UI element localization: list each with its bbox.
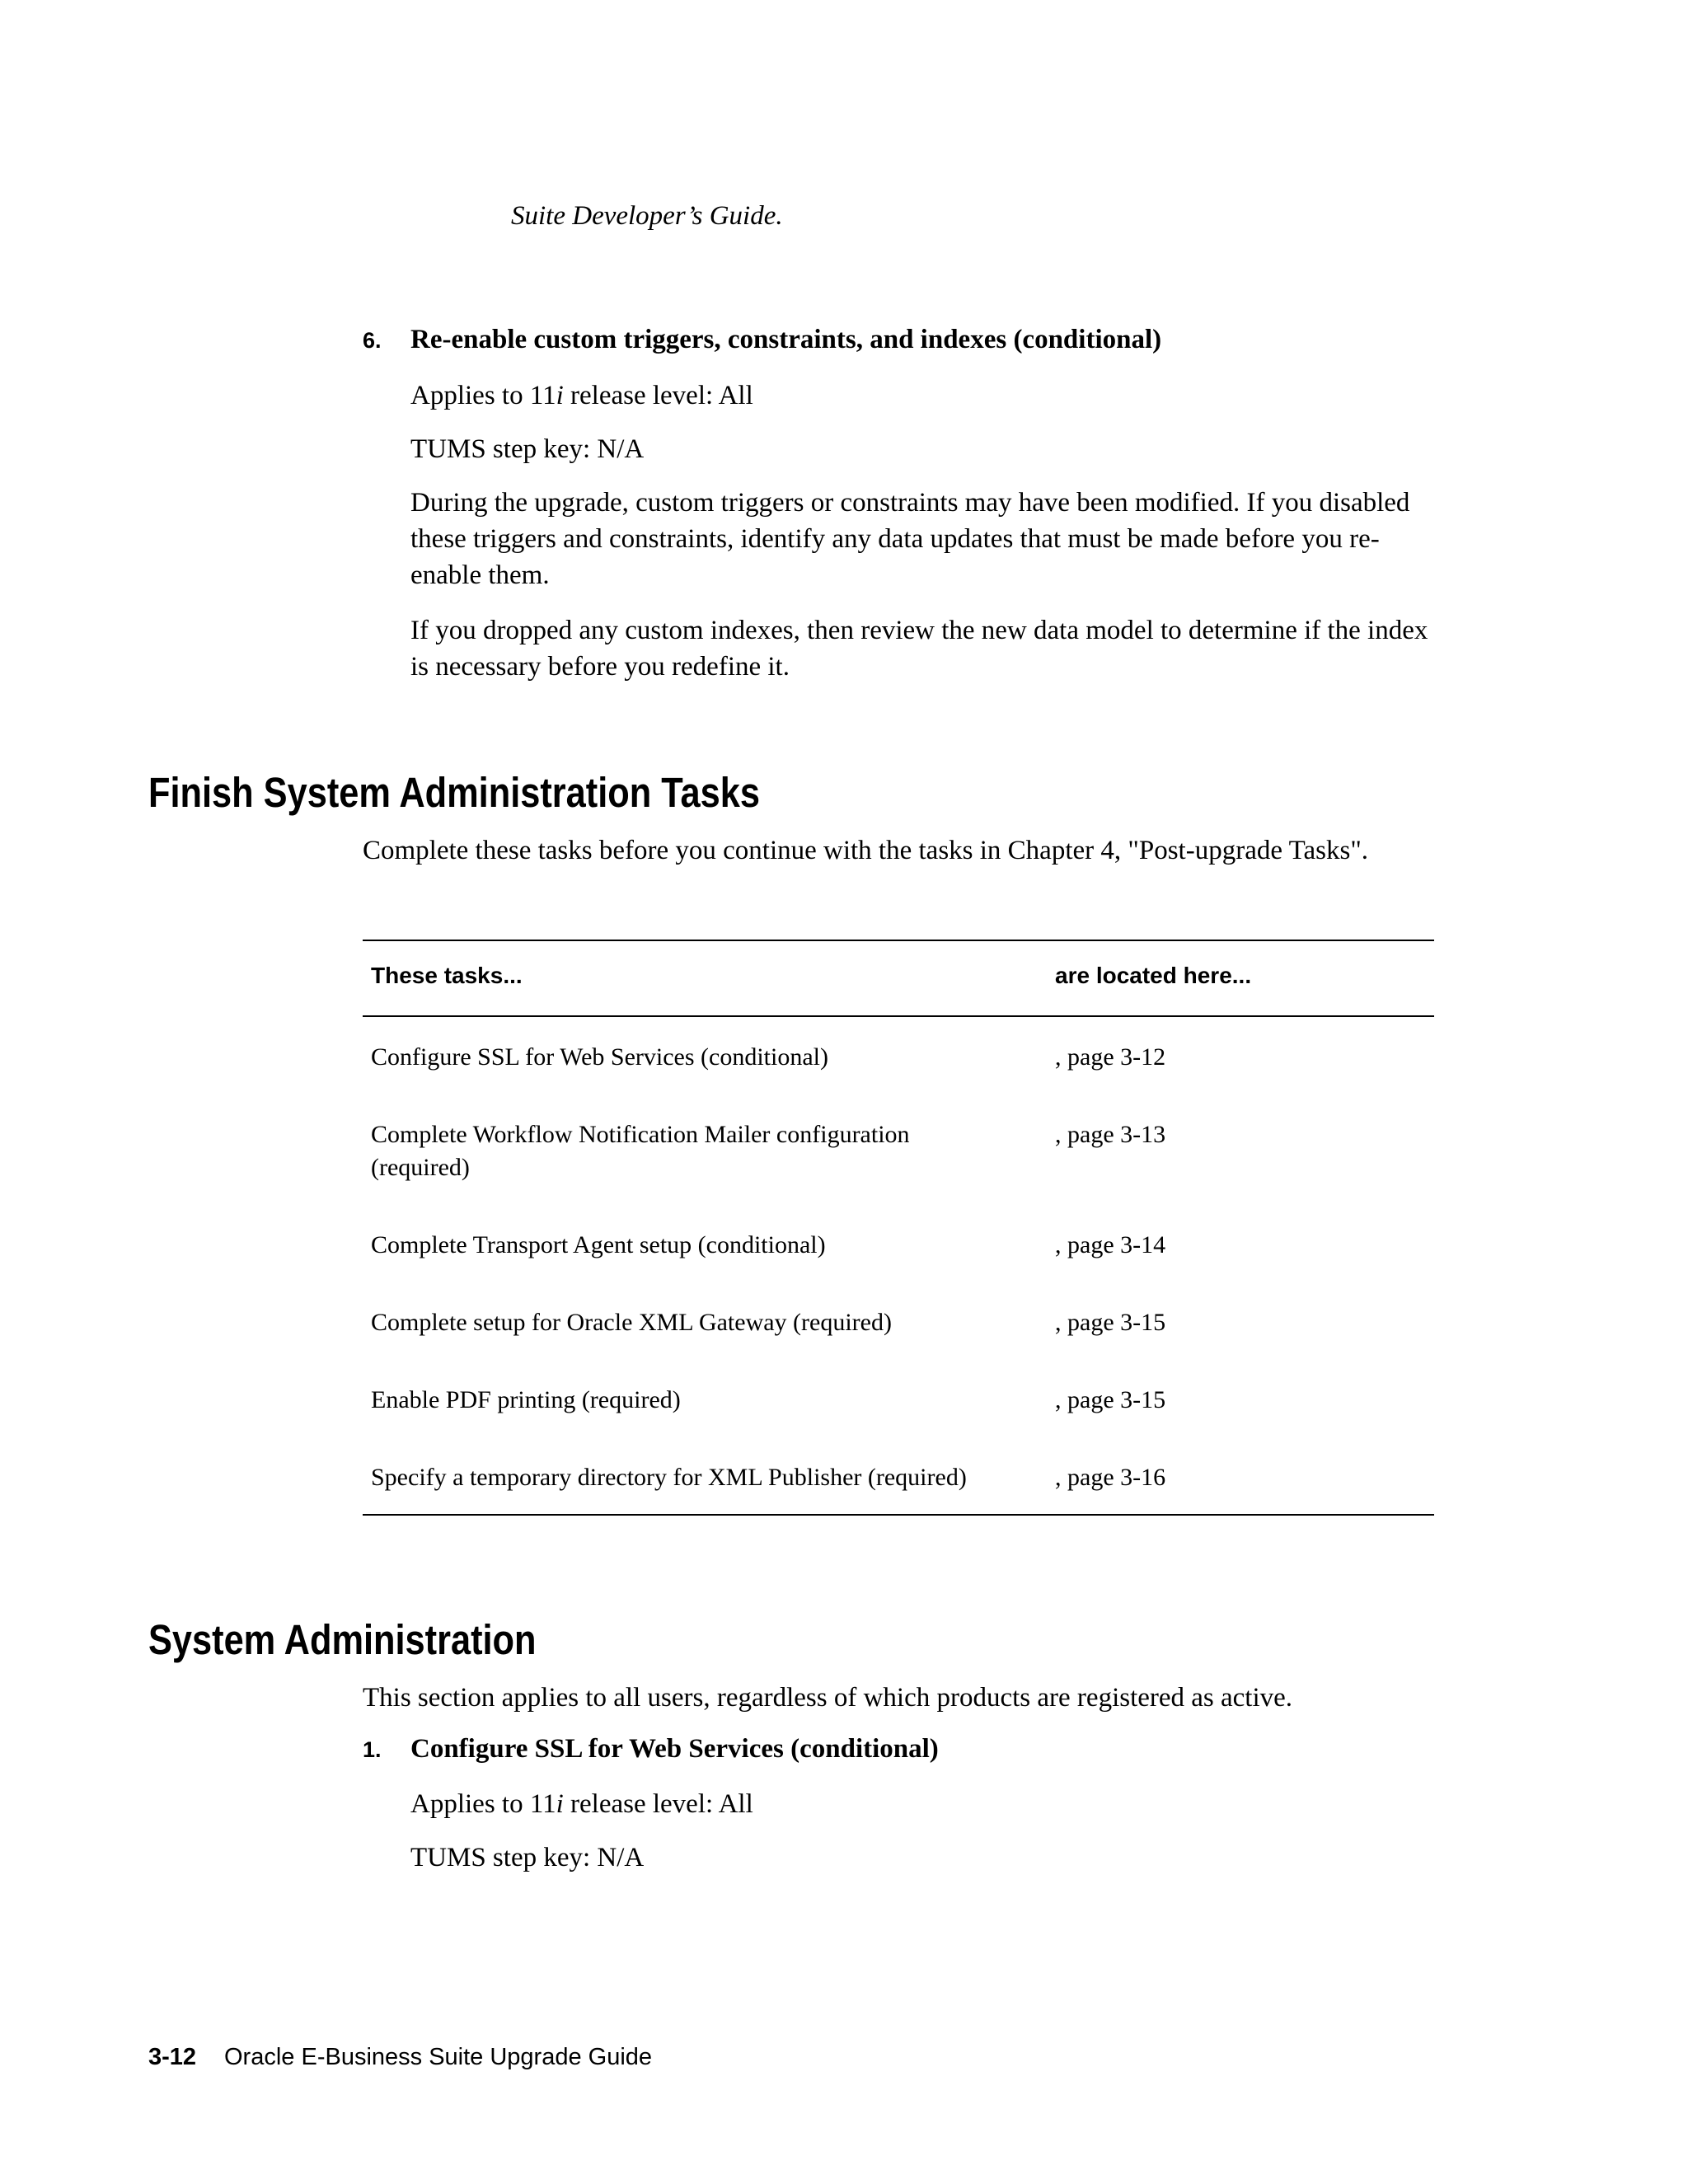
table-cell-location: , page 3-16 <box>1055 1464 1166 1491</box>
step-paragraph: If you dropped any custom indexes, then review the new data model to determine if the index is necessary before you redefine it. <box>410 616 1428 682</box>
step-paragraph: During the upgrade, custom triggers or constraints may have been modified. If you disabled these triggers and constraints, identify any data updates that must be made before you re-enable them. <box>410 488 1410 590</box>
table-cell-location: , page 3-12 <box>1055 1043 1166 1071</box>
step-title: Configure SSL for Web Services (conditional) <box>410 1734 939 1764</box>
table-cell-task: Specify a temporary directory for XML Publisher (required) <box>371 1464 967 1491</box>
table-cell-task: Complete Transport Agent setup (conditional) <box>371 1231 826 1258</box>
section-intro: This section applies to all users, regardless of which products are registered as active. <box>363 1683 1293 1713</box>
applies-suffix: release level: All <box>563 381 753 410</box>
section-heading: System Administration <box>148 1616 537 1663</box>
applies-prefix: Applies to 11 <box>410 381 556 410</box>
table-cell-location: , page 3-15 <box>1055 1386 1166 1413</box>
footer-title: Oracle E-Business Suite Upgrade Guide <box>224 2044 653 2070</box>
applies-prefix: Applies to 11 <box>410 1789 556 1819</box>
continued-reference: Suite Developer’s Guide. <box>511 201 783 231</box>
section-heading: Finish System Administration Tasks <box>148 769 760 816</box>
section-intro: Complete these tasks before you continue with the tasks in Chapter 4, "Post-upgrade Tasks". <box>363 836 1369 865</box>
table-cell-location: , page 3-15 <box>1055 1309 1166 1336</box>
table-header-location: are located here... <box>1055 963 1252 988</box>
applies-italic: i <box>556 1789 564 1819</box>
step-number: 1. <box>363 1737 382 1762</box>
table-bottom-rule <box>363 1514 1434 1516</box>
tums-step-key: TUMS step key: N/A <box>410 434 645 464</box>
table-cell-location: , page 3-14 <box>1055 1231 1166 1258</box>
table-cell-task: Complete Workflow Notification Mailer configuration (required) <box>371 1121 910 1181</box>
footer-page-number: 3-12 <box>148 2044 197 2070</box>
tums-step-key: TUMS step key: N/A <box>410 1843 645 1872</box>
applies-suffix: release level: All <box>563 1789 753 1819</box>
table-top-rule <box>363 940 1434 941</box>
table-header-tasks: These tasks... <box>371 963 523 988</box>
table-header-rule <box>363 1015 1434 1017</box>
applies-to-line <box>410 377 1449 414</box>
table-cell-task: Enable PDF printing (required) <box>371 1386 681 1413</box>
applies-to-line <box>410 1786 1449 1822</box>
table-cell-task: Configure SSL for Web Services (conditional) <box>371 1043 828 1071</box>
applies-italic: i <box>556 381 564 410</box>
step-number: 6. <box>363 328 382 353</box>
table-cell-task: Complete setup for Oracle XML Gateway (required) <box>371 1309 892 1336</box>
table-cell-location: , page 3-13 <box>1055 1121 1166 1148</box>
step-title: Re-enable custom triggers, constraints, and indexes (conditional) <box>410 325 1162 354</box>
